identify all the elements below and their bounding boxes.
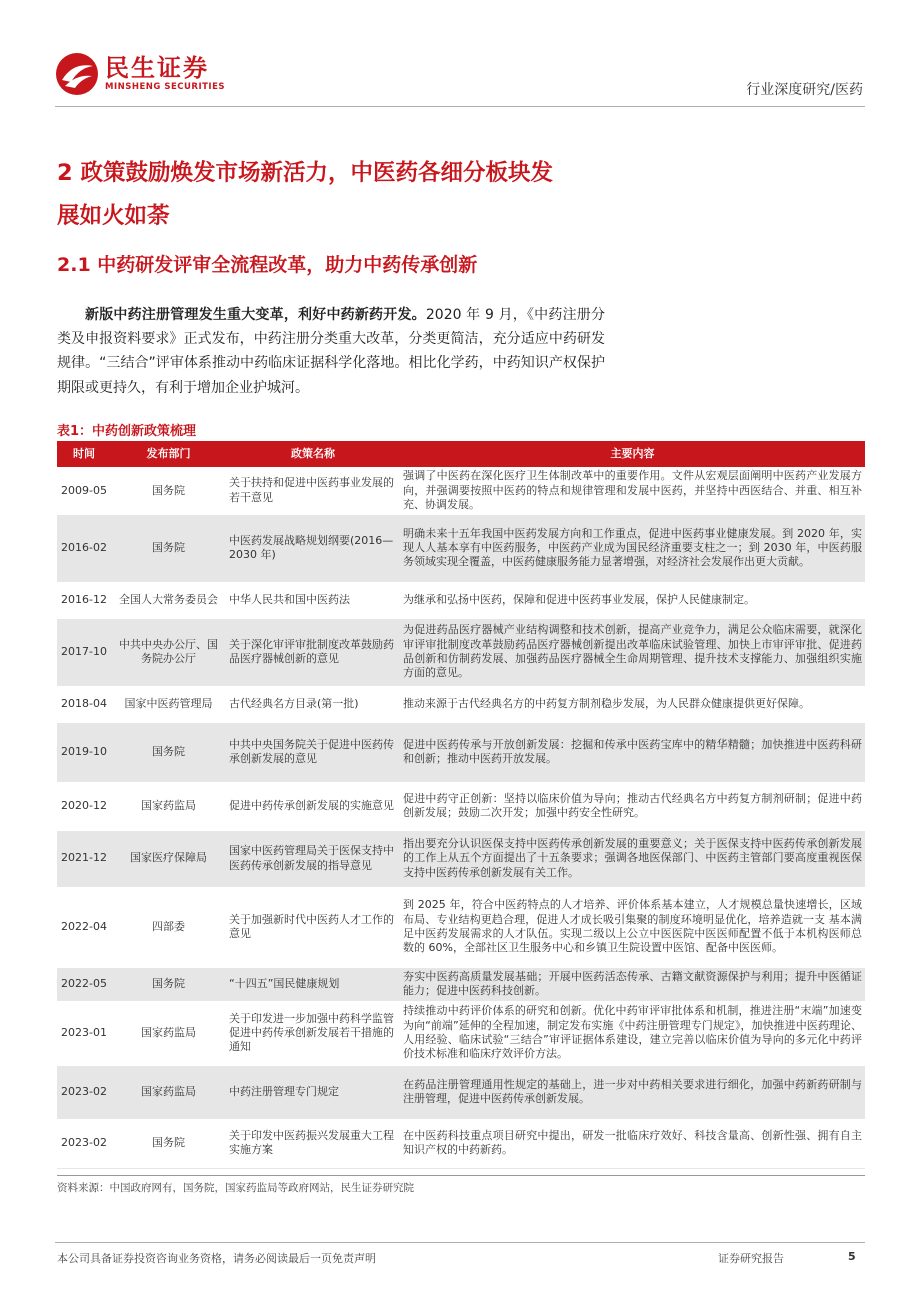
cell-time: 2009-05 [57,467,111,515]
section-heading-line-2: 展如火如荼 [57,203,170,229]
logo-english-name: MINSHENG SECURITIES [105,82,225,92]
cell-policy: 古代经典名方目录(第一批) [226,685,400,723]
cell-time: 2017-10 [57,619,111,685]
cell-time: 2020-12 [57,781,111,831]
cell-policy: “十四五”国民健康规划 [226,968,400,1000]
cell-time: 2021-12 [57,831,111,886]
cell-content: 明确未来十五年我国中医药发展方向和工作重点，促进中医药事业健康发展。到 2020 年，实现人人基本享有中医药服务，中医药产业成为国民经济重要支柱之一；到 2030 年，中医药服务领域实现全覆盖，中医药健康服务能力显著增强，对经济社会发展作出更大贡献。 [400,515,865,581]
table-row [57,831,865,886]
cell-time: 2016-02 [57,515,111,581]
cell-policy: 促进中药传承创新发展的实施意见 [226,781,400,831]
table-header-row [57,441,865,467]
cell-department: 国务院 [111,968,226,1000]
cell-department: 国务院 [111,515,226,581]
table-row [57,968,865,1000]
table-row [57,1118,865,1168]
cell-policy: 关于印发中医药振兴发展重大工程实施方案 [226,1118,400,1168]
minsheng-logo-icon [55,52,99,96]
cell-content: 指出要充分认识医保支持中医药传承创新发展的重要意义；关于医保支持中医药传承创新发展的工作上从五个方面提出了十五条要求；强调各地医保部门、中医药主管部门要高度重视医保支持中医药传承创新发展有关工作。 [400,831,865,886]
subsection-heading: 2.1 中药研发评审全流程改革，助力中药传承创新 [57,254,478,276]
table-row [57,781,865,831]
cell-policy: 中药注册管理专门规定 [226,1066,400,1118]
cell-department: 全国人大常务委员会 [111,581,226,619]
page-header [0,0,920,110]
table-row [57,467,865,515]
footer-report-label: 证券研究报告 [718,1252,784,1265]
table-row [57,1066,865,1118]
cell-content: 在中医药科技重点项目研究中提出，研发一批临床疗效好、科技含量高、创新性强、拥有自主知识产权的中药新药。 [400,1118,865,1168]
cell-time: 2018-04 [57,685,111,723]
company-logo [55,52,225,96]
body-paragraph [57,303,605,400]
cell-time: 2023-02 [57,1118,111,1168]
cell-content: 强调了中医药在深化医疗卫生体制改革中的重要作用。文件从宏观层面阐明中医药产业发展方向，并强调要按照中医药的特点和规律管理和发展中医药，并坚持中西医结合、并重、相互补充、协调发展。 [400,467,865,515]
cell-policy: 关于加强新时代中医药人才工作的意见 [226,886,400,968]
cell-policy: 关于深化审评审批制度改革鼓励药品医疗器械创新的意见 [226,619,400,685]
cell-department: 四部委 [111,886,226,968]
logo-chinese-name: 民生证券 [105,54,209,82]
table-row [57,1000,865,1066]
table-title: 表1：中药创新政策梳理 [57,424,197,439]
cell-content: 推动来源于古代经典名方的中药复方制剂稳步发展，为人民群众健康提供更好保障。 [400,685,865,723]
cell-content: 为继承和弘扬中医药，保障和促进中医药事业发展，保护人民健康制定。 [400,581,865,619]
paragraph-text: 2020 年 9 月，《中药注册分类及申报资料要求》正式发布，中药注册分类重大改革，分类更简洁，充分适应中药研发规律。“三结合”评审体系推动中药临床证据科学化落地。相比化学药，中药知识产权保护期限或更持久，有利于增加企业护城河。 [57,307,605,396]
footer-divider [55,1242,865,1243]
section-heading-line-1: 2 政策鼓励焕发市场新活力，中医药各细分板块发 [57,160,553,186]
cell-content: 促进中医药传承与开放创新发展：挖掘和传承中医药宝库中的精华精髓；加快推进中医药科研和创新；推动中医药开放发展。 [400,723,865,781]
cell-policy: 国家中医药管理局关于医保支持中医药传承创新发展的指导意见 [226,831,400,886]
cell-policy: 关于印发进一步加强中药科学监管促进中药传承创新发展若干措施的通知 [226,1000,400,1066]
report-type-label: 行业深度研究/医药 [746,82,863,98]
header-policy-name: 政策名称 [226,441,400,467]
header-time: 时间 [57,441,111,467]
cell-policy: 中共中央国务院关于促进中医药传承创新发展的意见 [226,723,400,781]
footer-disclaimer: 本公司具备证券投资咨询业务资格，请务必阅读最后一页免责声明 [57,1252,376,1265]
policy-table [57,441,865,1169]
cell-department: 国家药监局 [111,1066,226,1118]
cell-department: 国家药监局 [111,781,226,831]
table-row [57,685,865,723]
cell-department: 国家中医药管理局 [111,685,226,723]
cell-time: 2023-01 [57,1000,111,1066]
table-row [57,723,865,781]
cell-policy: 关于扶持和促进中医药事业发展的若干意见 [226,467,400,515]
cell-policy: 中华人民共和国中医药法 [226,581,400,619]
cell-department: 国家医疗保障局 [111,831,226,886]
table-bottom-rule [57,1175,865,1176]
header-department: 发布部门 [111,441,226,467]
cell-time: 2022-04 [57,886,111,968]
cell-department: 国务院 [111,467,226,515]
cell-policy: 中医药发展战略规划纲要(2016—2030 年) [226,515,400,581]
cell-department: 中共中央办公厅、国务院办公厅 [111,619,226,685]
cell-content: 促进中药守正创新：坚持以临床价值为导向；推动古代经典名方中药复方制剂研制；促进中药创新发展；鼓励二次开发；加强中药安全性研究。 [400,781,865,831]
cell-time: 2023-02 [57,1066,111,1118]
page-number: 5 [848,1250,856,1263]
table-row [57,515,865,581]
cell-department: 国务院 [111,1118,226,1168]
table-row [57,886,865,968]
cell-content: 夯实中医药高质量发展基础；开展中医药活态传承、古籍文献资源保护与利用；提升中医循证能力；促进中医药科技创新。 [400,968,865,1000]
cell-time: 2016-12 [57,581,111,619]
cell-department: 国务院 [111,723,226,781]
table-row [57,619,865,685]
cell-content: 在药品注册管理通用性规定的基础上，进一步对中药相关要求进行细化，加强中药新药研制与注册管理，促进中医药传承创新发展。 [400,1066,865,1118]
section-heading [57,152,617,238]
cell-department: 国家药监局 [111,1000,226,1066]
header-main-content: 主要内容 [400,441,865,467]
cell-time: 2019-10 [57,723,111,781]
table-source-note: 资料来源：中国政府网有，国务院，国家药监局等政府网站，民生证券研究院 [57,1182,414,1194]
cell-content: 持续推动中药评价体系的研究和创新。优化中药审评审批体系和机制，推进注册“末端”加速变为向“前端”延伸的全程加速，制定发布实施《中药注册管理专门规定》，加快推进中医药理论、人用经验、临床试验“三结合”审评证据体系建设，建立完善以临床价值为导向的多元化中药评价技术标准和临床疗效评价方法。 [400,1000,865,1066]
cell-content: 到 2025 年，符合中医药特点的人才培养、评价体系基本建立，人才规模总量快速增长，区域布局、专业结构更趋合理，促进人才成长吸引集聚的制度环境明显优化，培养造就一支 基本满足中医药发展需求的人才队伍。实现二级以上公立中医医院中医医师配置不低于本机构医师总数的 60%，全部社区卫生服务中心和乡镇卫生院设置中医馆、配备中医医师。 [400,886,865,968]
cell-content: 为促进药品医疗器械产业结构调整和技术创新，提高产业竞争力，满足公众临床需要，就深化审评审批制度改革鼓励药品医疗器械创新提出改革临床试验管理、加快上市审评审批、促进药品创新和仿制药发展、加强药品医疗器械全生命周期管理、提升技术支撑能力、加强组织实施方面的意见。 [400,619,865,685]
table-row [57,581,865,619]
paragraph-bold-lead: 新版中药注册管理发生重大变革，利好中药新药开发。 [85,307,426,323]
cell-time: 2022-05 [57,968,111,1000]
header-divider [55,106,865,107]
